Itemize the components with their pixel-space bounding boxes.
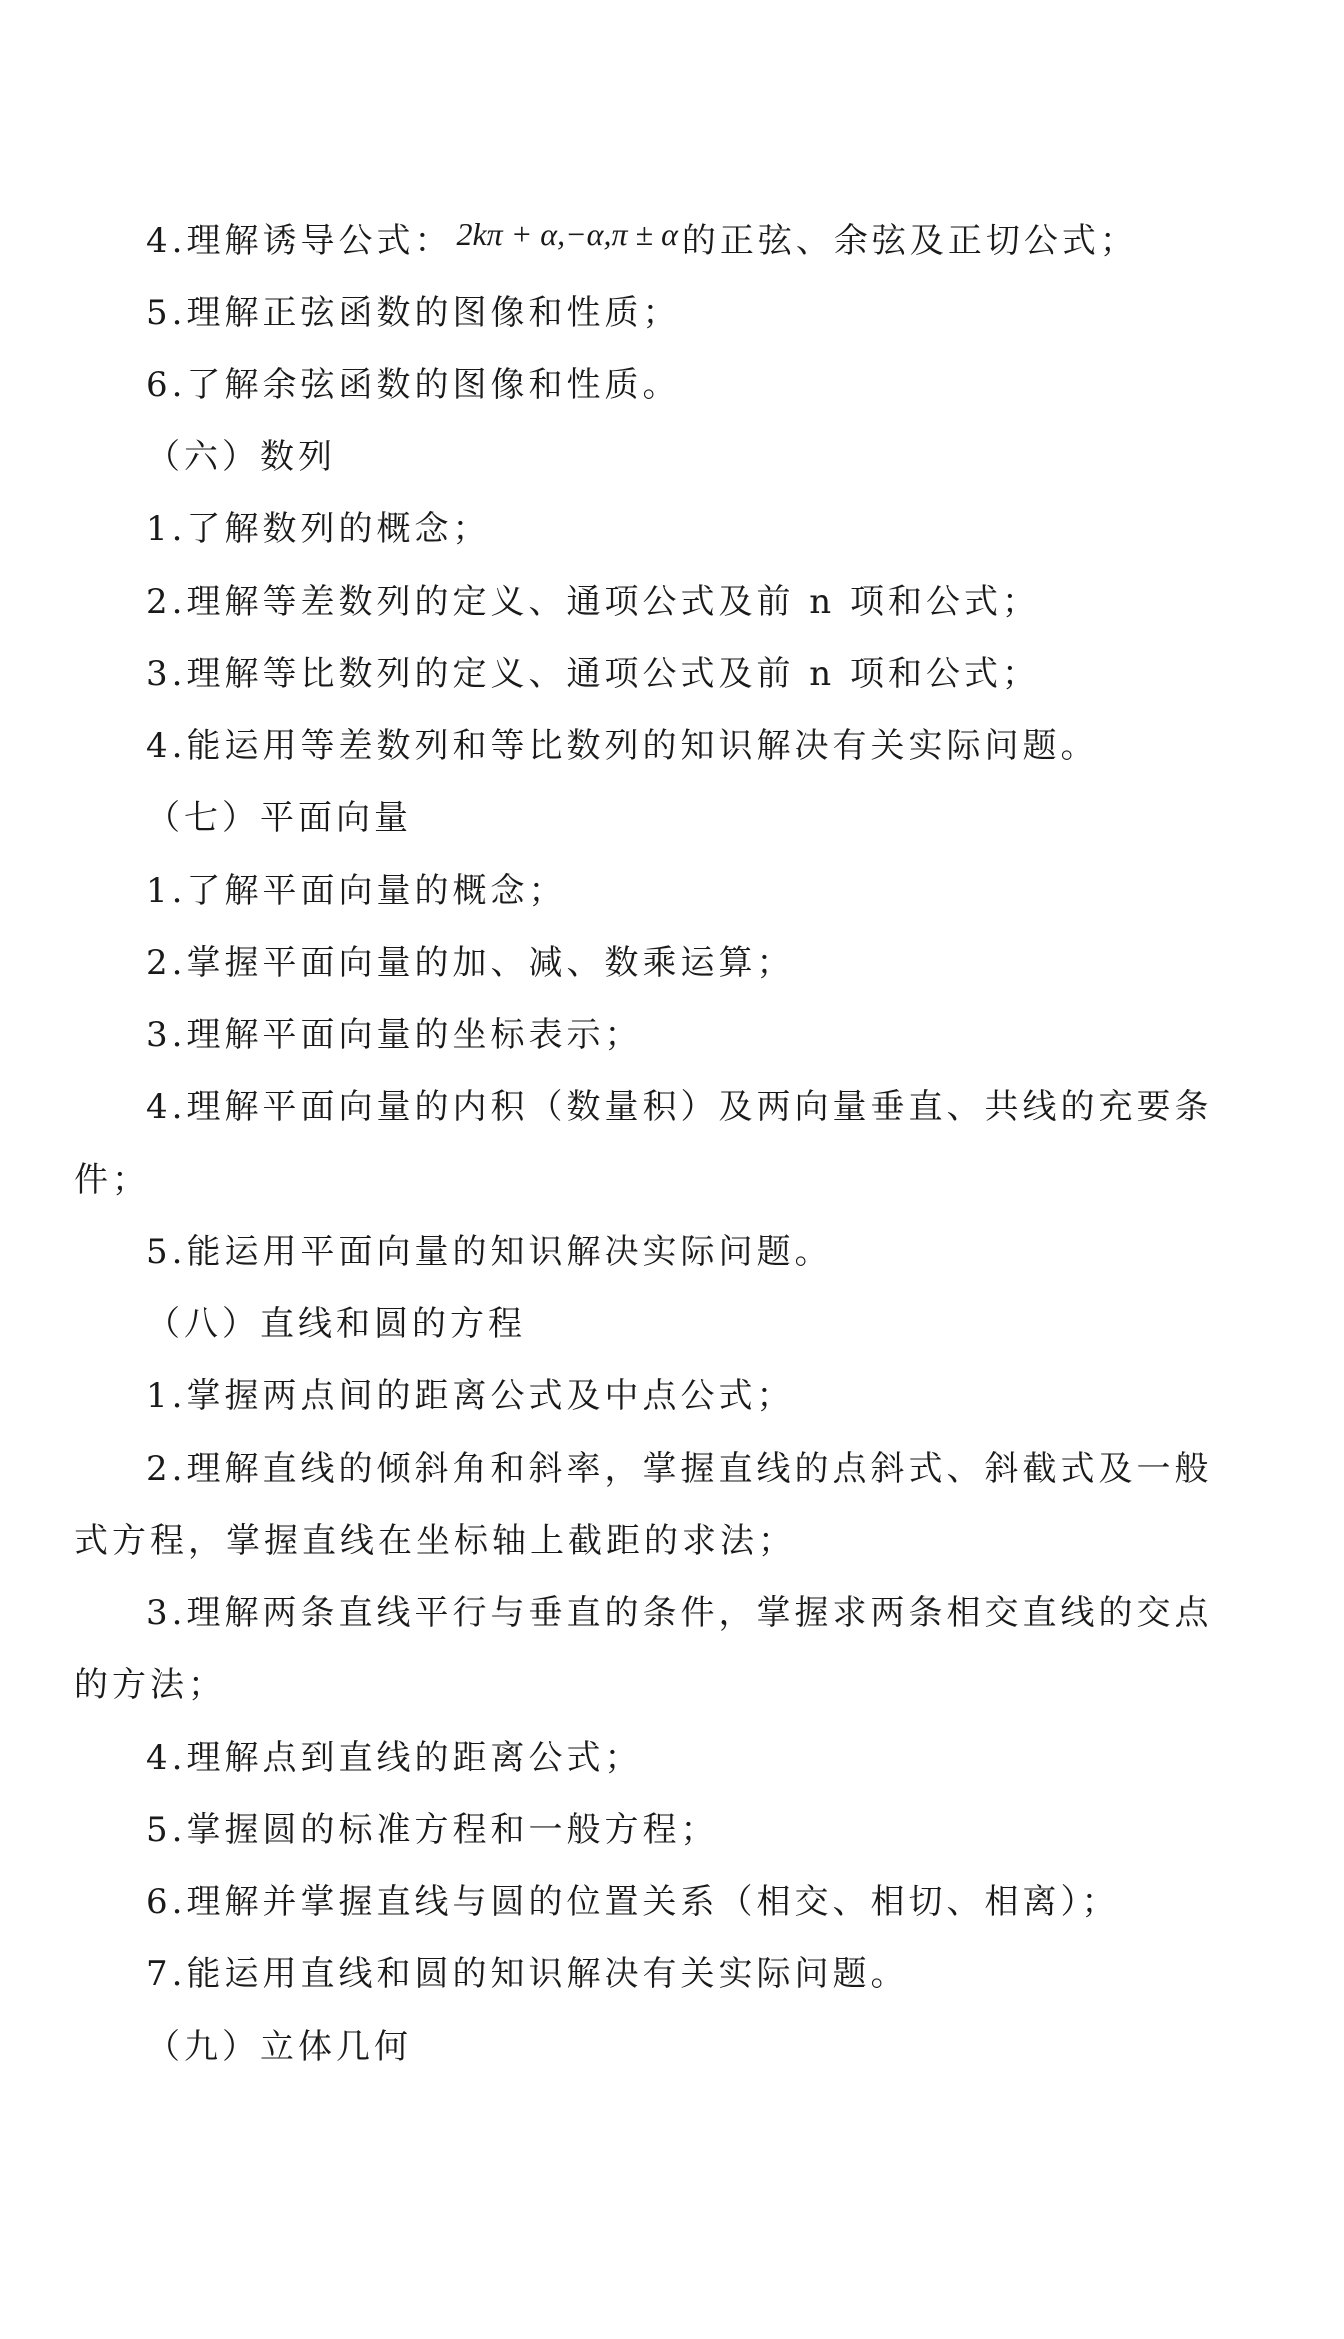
text-line: 3.理解平面向量的坐标表示； [146,1015,643,1055]
section-heading: （八）直线和圆的方程 [146,1304,526,1344]
text-line: 6.了解余弦函数的图像和性质。 [146,365,681,405]
text-line: 件； [74,1160,150,1200]
section-heading: （六）数列 [146,437,336,477]
text-line: 3.理解两条直线平行与垂直的条件，掌握求两条相交直线的交点 [146,1593,1213,1633]
text-line [146,216,1138,263]
text-segment: 4.理解诱导公式： [146,221,453,261]
text-line: 5.能运用平面向量的知识解决实际问题。 [146,1232,833,1272]
text-line: 7.能运用直线和圆的知识解决有关实际问题。 [146,1954,909,1994]
text-line: 1.掌握两点间的距离公式及中点公式； [146,1376,795,1416]
text-line: 4.理解点到直线的距离公式； [146,1738,643,1778]
text-line: 3.理解等比数列的定义、通项公式及前 n 项和公式； [146,654,1040,694]
text-line: 的方法； [74,1665,226,1705]
text-line: 5.理解正弦函数的图像和性质； [146,293,681,333]
text-line: 6.理解并掌握直线与圆的位置关系（相交、相切、相离）； [146,1882,1120,1922]
text-line: 1.了解平面向量的概念； [146,871,567,911]
text-line: 4.能运用等差数列和等比数列的知识解决有关实际问题。 [146,726,1099,766]
section-heading: （九）立体几何 [146,2027,412,2067]
math-formula: 2kπ + α,−α,π ± α [456,216,678,252]
text-line: 2.理解直线的倾斜角和斜率，掌握直线的点斜式、斜截式及一般 [146,1449,1213,1489]
text-line: 1.了解数列的概念； [146,509,491,549]
text-segment: 的正弦、余弦及正切公式； [681,221,1138,261]
text-line: 5.掌握圆的标准方程和一般方程； [146,1810,719,1850]
text-line: 2.掌握平面向量的加、减、数乘运算； [146,943,795,983]
text-line: 4.理解平面向量的内积（数量积）及两向量垂直、共线的充要条 [146,1087,1213,1127]
section-heading: （七）平面向量 [146,798,412,838]
text-line: 2.理解等差数列的定义、通项公式及前 n 项和公式； [146,582,1040,622]
text-line: 式方程，掌握直线在坐标轴上截距的求法； [74,1521,796,1561]
